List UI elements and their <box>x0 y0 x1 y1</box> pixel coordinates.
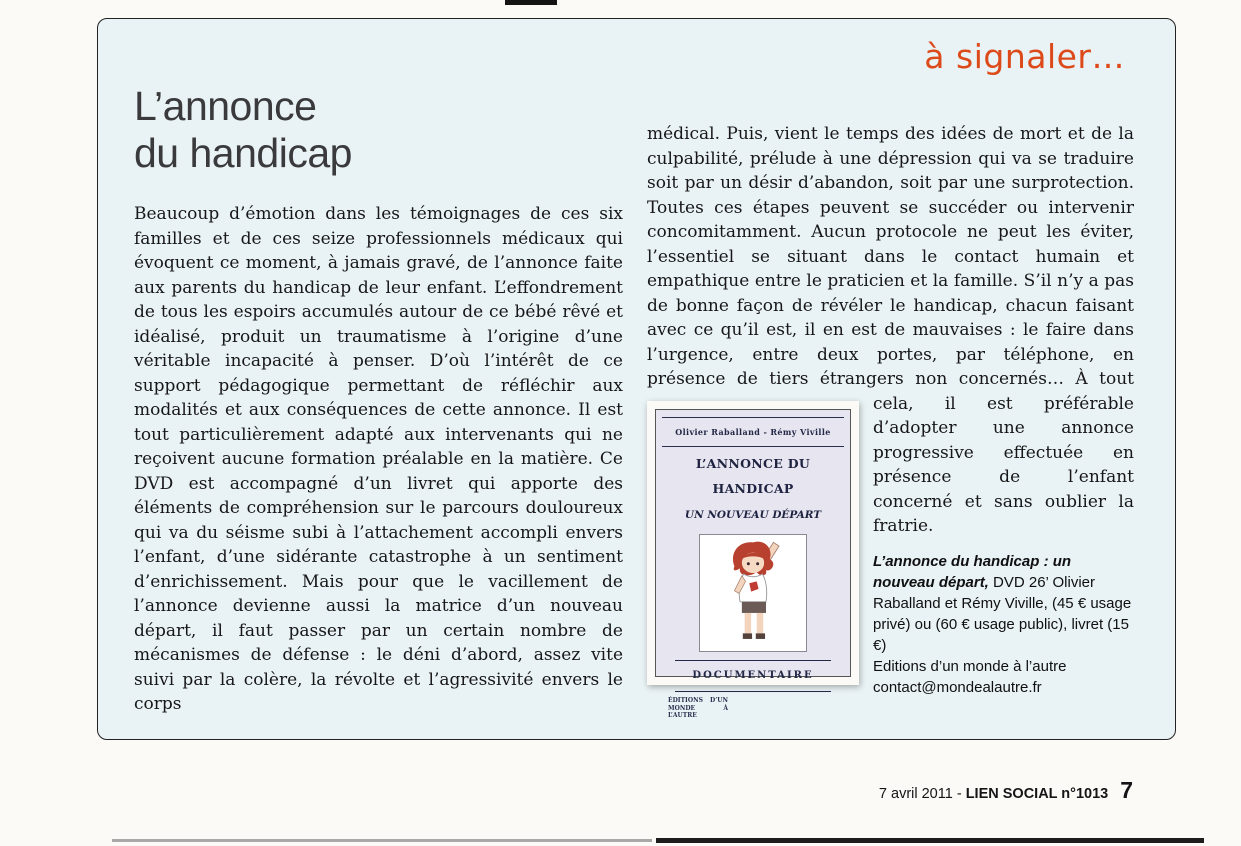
caption-publisher: Editions d’un monde à l’autre <box>873 657 1067 675</box>
dvd-subtitle: UN NOUVEAU DÉPART <box>684 509 822 521</box>
dvd-genre: DOCUMENTAIRE <box>675 660 832 693</box>
footer-magazine-name: LIEN SOCIAL n°1013 <box>965 786 1109 802</box>
section-label: à signaler… <box>924 37 1125 76</box>
left-column-text: Beaucoup d’émotion dans les témoignages de ces six familles et de ces seize professionnels médicaux qui évoquent ce moment, à jamais gravé, de l’annonce faite aux parents du handicap de leur enfant. L’effondrement de tous les espoirs accumulés autour de ce bébé rêvé et idéalisé, produit un traumatisme à l’origine d’une véritable incapacité à penser. D’où l’intérêt de ce support pédagogique permettant de réfléchir aux modalités et aux conséquences de cette annonce. Il est tout particulièrement adapté aux intervenants qui ne reçoivent aucune formation préalable en la matière. Ce DVD est accompagné d’un livret qui apporte des éléments de compréhension sur le parcours douloureux qui va du séisme subi à l’attachement accompli envers l’enfant, d’une sidérante catastrophe à un sentiment d’enrichissement. Mais pour que le vacillement de l’annonce devienne aussi la matrice d’un nouveau départ, il faut passer par un certain nombre de mécanismes de défense : le déni d’abord, assez vite suivi par la colère, la révolte et l’agressivité envers le corps <box>134 204 623 714</box>
footer-page-number: 7 <box>1120 777 1133 803</box>
article-title-line2: du handicap <box>134 130 352 176</box>
dvd-authors: Olivier Raballand - Rémy Viville <box>662 417 844 448</box>
dvd-title: L’ANNONCE DU HANDICAP <box>695 456 811 496</box>
scan-artifact-bottom-right <box>656 838 1204 843</box>
article-title-line1: L’annonce <box>134 83 317 129</box>
article-title <box>134 83 352 177</box>
caption-title: L’annonce du handicap : un nouveau départ, <box>873 552 1072 591</box>
dvd-illustration-frame <box>699 534 807 652</box>
manga-girl-illustration <box>704 535 802 651</box>
dvd-cover-photo <box>647 401 859 719</box>
right-column-text-beside-image: cela, il est préférable d’adopter une annonce progressive effectuée en présence de l’enfant concerné et sans oublier la fratrie. <box>873 393 1134 536</box>
dvd-cover <box>655 409 851 719</box>
caption-contact-email: contact@mondealautre.fr <box>873 678 1042 696</box>
dvd-caption <box>873 551 1134 698</box>
article-border-box <box>97 18 1176 740</box>
scan-artifact-bottom-left <box>112 839 652 842</box>
scan-artifact-top <box>505 0 557 5</box>
caption-details: DVD 26’ Olivier Raballand et Rémy Viville, (45 € usage privé) ou (60 € usage public), livret (15 €) <box>873 573 1132 654</box>
footer-date: 7 avril 2011 - <box>878 786 966 802</box>
right-column <box>647 122 1134 719</box>
dvd-publisher-logo: ÉDITIONS D’UN MONDE À L’AUTRE <box>668 697 728 719</box>
right-column-text-before-image: médical. Puis, vient le temps des idées de mort et de la culpabilité, prélude à une dépression qui va se traduire soit par un désir d’abandon, soit par une surprotection. Toutes ces étapes peuvent se succéder ou intervenir concomitamment. Aucun protocole ne peut les éviter, l’essentiel se situant dans le contact humain et empathique entre le praticien et la famille. S’il n’y a pas de bonne façon de révéler le handicap, chacun faisant avec ce qu’il est, il en est de mauvaises : le faire dans l’urgence, entre deux portes, par téléphone, en présence de tiers étrangers non concernés… À tout <box>647 124 1134 389</box>
page-footer <box>879 777 1133 804</box>
